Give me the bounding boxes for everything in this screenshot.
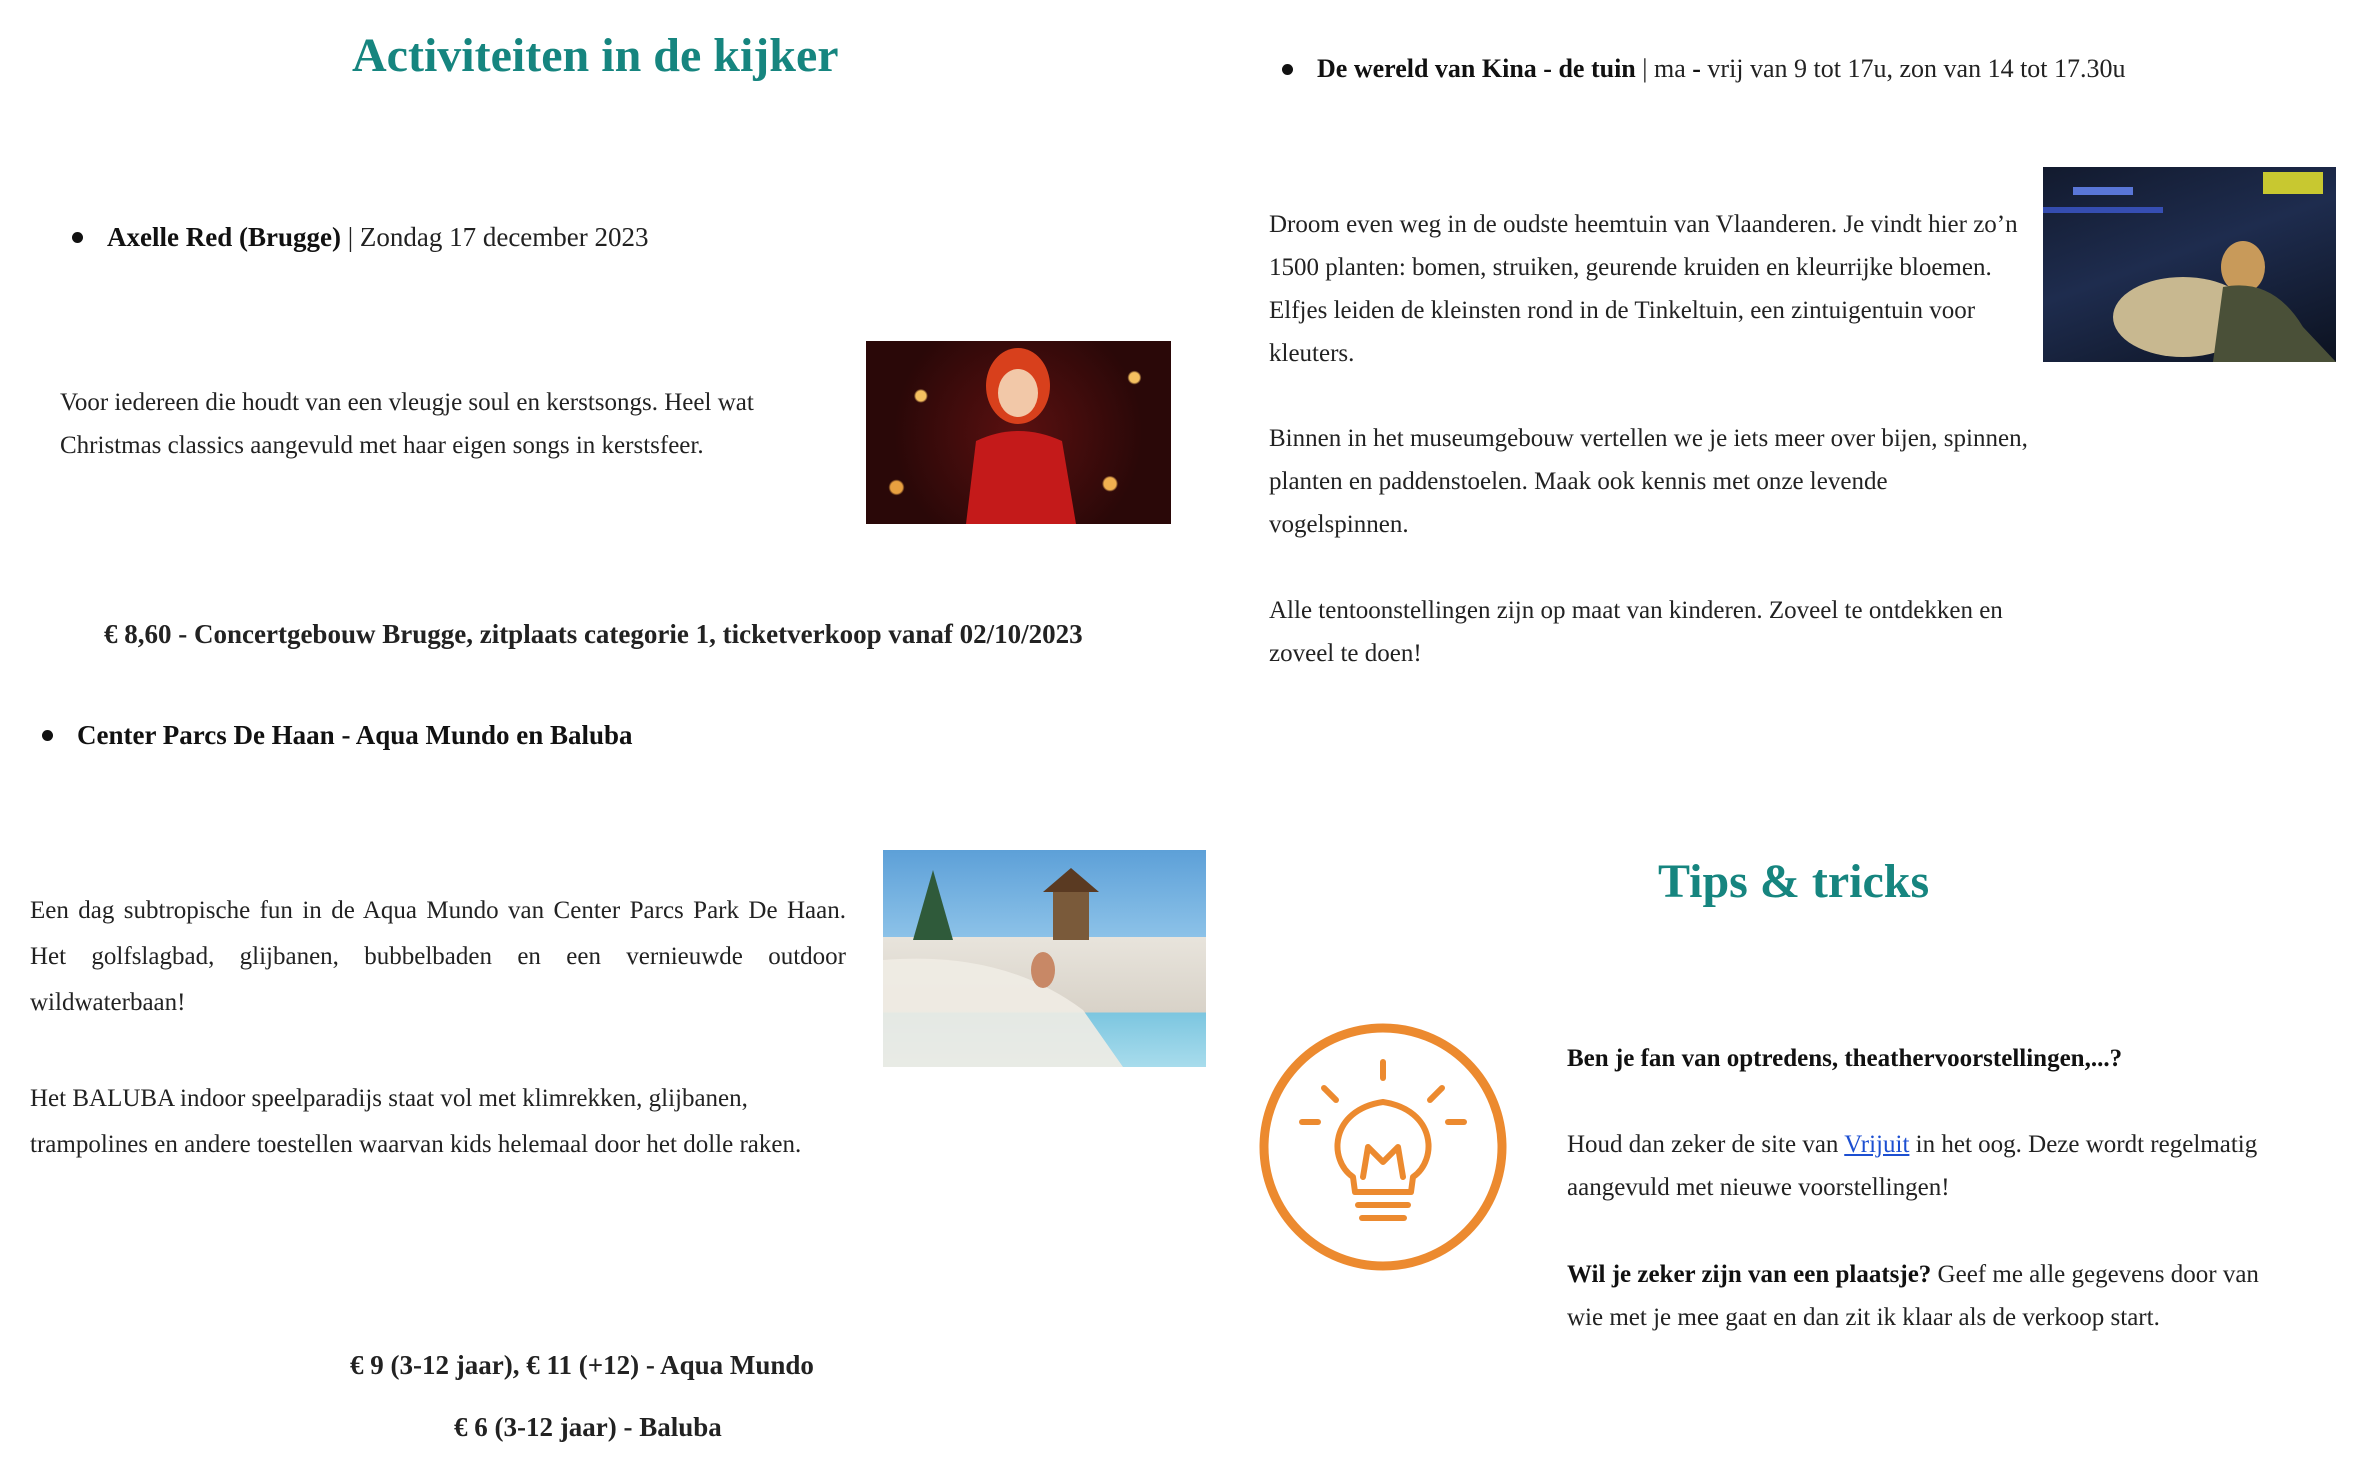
tips-vrijuit-text: Houd dan zeker de site van Vrijuit in het oog. Deze wordt regelmatig aangevuld met nieuwe voorstellingen! <box>1567 1131 2258 1201</box>
baluba-description: Het BALUBA indoor speelparadijs staat vol met klimrekken, glijbanen, trampolines en andere toestellen waarvan kids helemaal door het dolle raken. <box>30 1085 802 1158</box>
axelle-red-photo <box>866 341 1171 524</box>
kina-separator: | ma <box>1635 54 1693 83</box>
waterslide-icon <box>883 850 1206 1067</box>
kina-hours: vrij van 9 tot 17u, zon van 14 tot 17.30u <box>1700 54 2126 83</box>
axelle-figure-icon <box>866 341 1171 524</box>
kina-exhibition-text: Alle tentoonstellingen zijn op maat van kinderen. Zoveel te ontdekken en zoveel te doen! <box>1269 597 2003 667</box>
heading-activiteiten: Activiteiten in de kijker <box>352 29 839 82</box>
kina-museum-text: Binnen in het museumgebouw vertellen we je iets meer over bijen, spinnen, planten en paddenstoelen. Maak ook kennis met onze levende vogelspinnen. <box>1269 425 2028 538</box>
aquamundo-price: € 9 (3-12 jaar), € 11 (+12) - Aqua Mundo <box>350 1350 814 1380</box>
baluba-price: € 6 (3-12 jaar) - Baluba <box>454 1412 722 1442</box>
vrijuit-link[interactable]: Vrijuit <box>1844 1131 1910 1158</box>
list-item-axelle <box>72 222 649 253</box>
bullet-icon <box>1282 64 1293 75</box>
list-item-kina <box>1282 54 2126 84</box>
aqua-mundo-photo <box>883 850 1206 1067</box>
axelle-description: Voor iedereen die houdt van een vleugje soul en kerstsongs. Heel wat Christmas classics aangevuld met haar eigen songs in kerstsfeer. <box>60 389 754 459</box>
axelle-date: | Zondag 17 december 2023 <box>340 222 649 252</box>
bullet-icon <box>42 730 53 741</box>
centerparcs-description: Een dag subtropische fun in de Aqua Mundo van Center Parcs Park De Haan. Het golfslagbad, glijbanen, bubbelbaden en een vernieuwde outdoor wildwaterbaan! <box>30 897 846 1016</box>
museum-child-icon <box>2043 167 2336 362</box>
centerparcs-title: Center Parcs De Haan - Aqua Mundo en Baluba <box>77 720 633 750</box>
kina-dash: - <box>1692 54 1701 83</box>
bullet-icon <box>72 232 83 243</box>
list-item-centerparcs <box>42 720 633 751</box>
tips-seat-text: Wil je zeker zijn van een plaatsje? Geef me alle gegevens door van wie met je mee gaat en dan zit ik klaar als de verkoop start. <box>1567 1261 2259 1331</box>
tips-question: Ben je fan van optredens, theathervoorstellingen,...? <box>1567 1045 2123 1072</box>
axelle-title: Axelle Red (Brugge) <box>107 222 341 252</box>
heading-tips: Tips & tricks <box>1658 855 1930 908</box>
lightbulb-icon <box>1258 1022 1508 1272</box>
kina-museum-photo <box>2043 167 2336 362</box>
axelle-price: € 8,60 - Concertgebouw Brugge, zitplaats categorie 1, ticketverkoop vanaf 02/10/2023 <box>104 619 1083 649</box>
kina-description: Droom even weg in de oudste heemtuin van Vlaanderen. Je vindt hier zo’n 1500 planten: bomen, struiken, geurende kruiden en kleurrijke bloemen. Elfjes leiden de kleinsten rond in de Tinkeltuin, een zintuigentuin voor kleuters. <box>1269 211 2018 367</box>
kina-title: De wereld van Kina - de tuin <box>1317 54 1636 83</box>
